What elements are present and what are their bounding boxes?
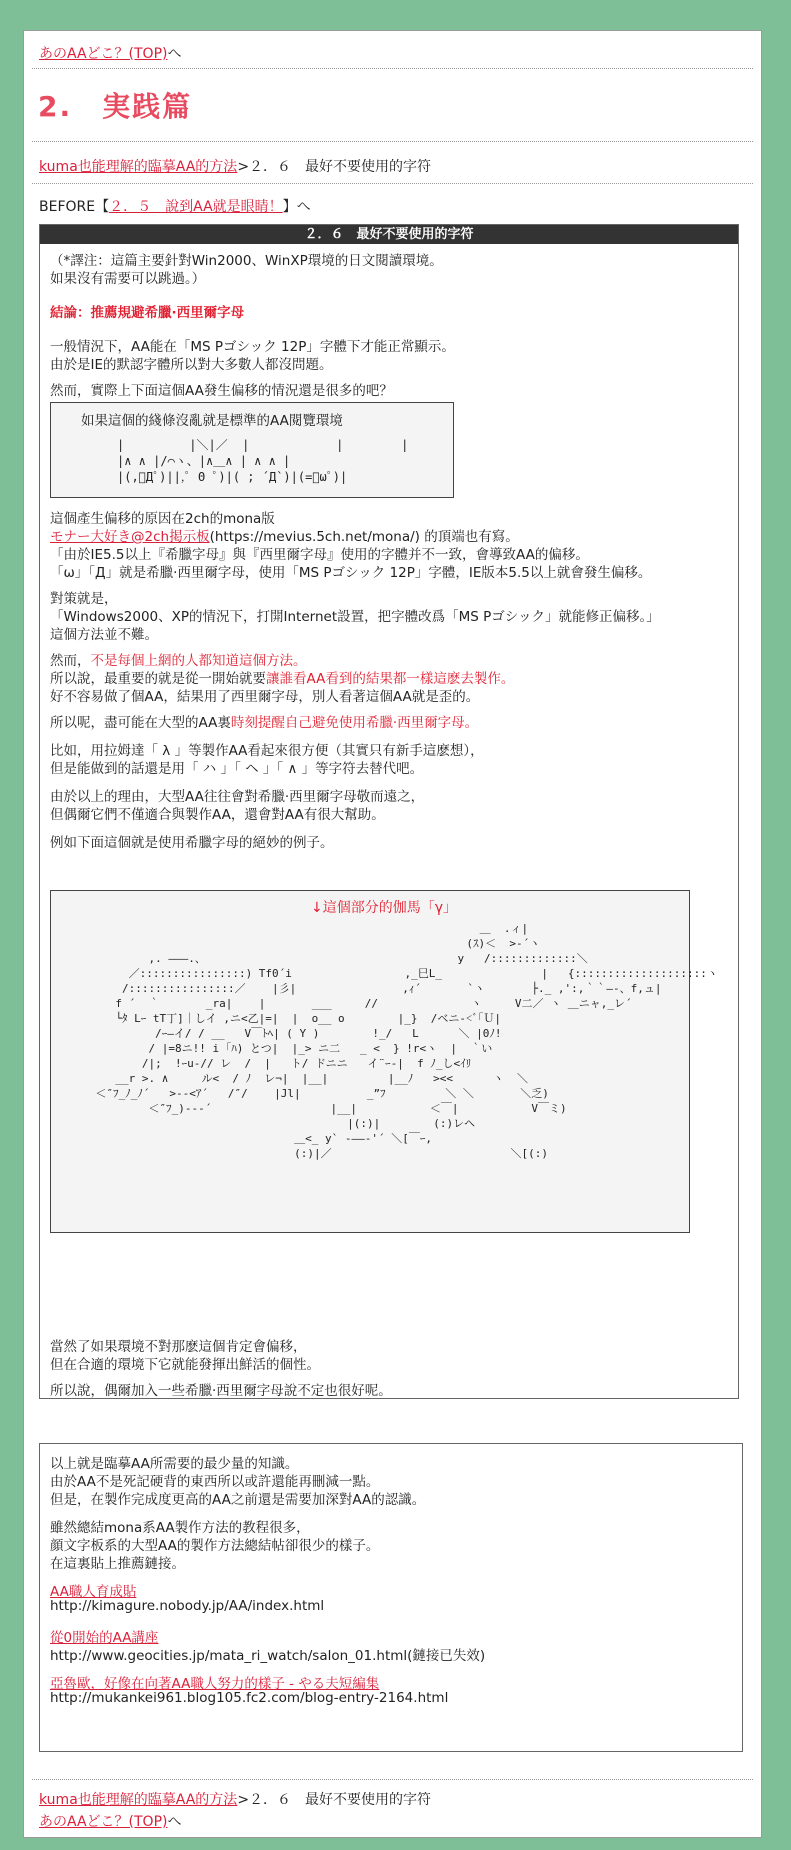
paragraph-line: 這個方法並不難。 bbox=[50, 627, 158, 643]
aa-example-box bbox=[50, 890, 718, 1233]
highlight-text: 時刻提醒自己避免使用希臘·西里爾字母。 bbox=[230, 715, 479, 731]
before-suffix: 】へ bbox=[282, 199, 311, 215]
aa-sample-box bbox=[50, 402, 454, 498]
bottom-nav bbox=[39, 1811, 181, 1831]
recommended-link-item bbox=[50, 1626, 158, 1646]
text-span: 所以呢，盡可能在大型的AA裏 bbox=[50, 715, 231, 731]
paragraph-line: 但在合適的環境下它就能發揮出鮮活的個性。 bbox=[50, 1357, 320, 1373]
recommended-link[interactable]: 從0開始的AA講座 bbox=[50, 1630, 159, 1646]
divider bbox=[32, 1779, 753, 1780]
divider bbox=[32, 141, 753, 142]
paragraph-line: 由於以上的理由，大型AA往往會對希臘·西里爾字母敬而遠之， bbox=[50, 789, 425, 805]
paragraph-line: 然而，實際上下面這個AA發生偏移的情況還是很多的吧？ bbox=[50, 383, 393, 399]
article-header: ２．６ 最好不要使用的字符 bbox=[40, 225, 738, 244]
section-title: 2. 実践篇 bbox=[38, 90, 193, 123]
divider bbox=[32, 183, 753, 184]
paragraph-line bbox=[50, 525, 519, 545]
summary-line: 由於AA不是死記硬背的東西所以或許還能再刪減一點。 bbox=[50, 1474, 380, 1490]
before-link[interactable]: ２．５ 說到AA就是眼睛！ bbox=[109, 199, 283, 215]
recommended-link-item bbox=[50, 1672, 379, 1692]
summary-line: 顔文字板系的大型AA的製作方法總結帖卻很少的樣子。 bbox=[50, 1538, 380, 1554]
note-line: 如果沒有需要可以跳過。） bbox=[50, 271, 206, 287]
breadcrumb-current: >２．６ 最好不要使用的字符 bbox=[237, 1792, 432, 1808]
home-link[interactable]: あのAAどこ？(TOP) bbox=[39, 46, 168, 62]
summary-line: 在這裏貼上推薦鏈接。 bbox=[50, 1556, 185, 1572]
paragraph-line: 所以說，偶爾加入一些希臘·西里爾字母說不定也很好呢。 bbox=[50, 1383, 392, 1399]
paragraph-line: 例如下面這個就是使用希臘字母的絕妙的例子。 bbox=[50, 835, 334, 851]
breadcrumb-parent-link[interactable]: kuma也能理解的臨摹AA的方法 bbox=[39, 159, 238, 175]
before-prefix: BEFORE【 bbox=[39, 199, 110, 215]
paragraph-line: 由於是IE的默認字體所以對大多數人都沒問題。 bbox=[50, 357, 333, 373]
aa-sample-art: | |＼|／ | | | |∧ ∧ |/⌒ヽ、|∧＿∧ | ∧ ∧ | |(,ﾟДﾟ)||,ﾟ Θ ﾟ)|( ; ´Д`)|(=ﾟωﾟ)| bbox=[117, 438, 409, 484]
breadcrumb bbox=[39, 156, 431, 176]
mona-board-suffix: (https://mevius.5ch.net/mona/) 的頂端也有寫。 bbox=[209, 529, 519, 545]
paragraph-line: 好不容易做了個AA，結果用了西里爾字母，別人看著這個AA就是歪的。 bbox=[50, 689, 480, 705]
home-link[interactable]: あのAAどこ？(TOP) bbox=[39, 1814, 168, 1830]
summary-line: 但是，在製作完成度更高的AA之前還是需要加深對AA的認識。 bbox=[50, 1492, 426, 1508]
breadcrumb-bottom bbox=[39, 1789, 431, 1809]
paragraph-line: 對策就是， bbox=[50, 591, 118, 607]
paragraph-line: 「ω」「Д」就是希臘·西里爾字母，使用「MS Pゴシック 12P」字體，IE版本5.5以上就會發生偏移。 bbox=[50, 565, 652, 581]
aa-example-art: ＿ .ィ| (ｽ)＜ >-´ヽ ,. ―――.、 y /:::::::::::::＼ ／::::::::::::::::) Tf0´i ,_巳L_ | {::::::::::::::::::::ヽ /::::::::::::::::／ |彡| ,ｨ´ `ヽ ├._ ,':,｀｀―-、f,ュ| f ´ ｀ _ra| | ___ // ヽ V二／ ヽ ＿ニャ,_レ´ └ﾀ Lｰ tT丁]｜しイ ,ニ<乙|=| | o__ o |_} /ベニ-<ﾞ｢Ｕ| /ｰ―イ/ / __ V￣ﾄﾍ| ( Y ) !_/ L ＼ |0ﾉ! / |=8ニ!! i ｢ﾊ) とつ| |_> ニ二 _ < } !r<ヽ | ｀い /|; !ｰu-// レ / | ト/ ドニニ イ¨ｰ-| f ﾉ_し<ｲﾘ __r >. ∧ ル< / ﾉ レ¬| |__| |__ﾉ ><< ヽ ＼ ＜″ﾌ_ﾉ_ﾉ´ >-‐<ｱ´ /″/ |Jl| _”ﾌ ＼ ＼ ＼乏) ＜″ﾌ_)--‐´ |__| ＜￣| V￣ミ) |(:)| (:)レヘ ＿<_ y` ‐――‐'´ ＼[￣ｰ, (:)|／ ＼[(:) bbox=[95, 922, 718, 1160]
summary-box bbox=[39, 1443, 743, 1752]
page-container bbox=[23, 30, 762, 1838]
paragraph-line bbox=[50, 649, 307, 669]
top-nav bbox=[39, 43, 181, 63]
note-line: （*譯注：這篇主要針對Win2000、WinXP環境的日文閱讀環境。 bbox=[50, 253, 443, 269]
conclusion-text: 結論：推薦規避希臘·西里爾字母 bbox=[50, 305, 245, 321]
recommended-link[interactable]: AA職人育成貼 bbox=[50, 1584, 137, 1600]
recommended-link-item bbox=[50, 1580, 136, 1600]
home-link-suffix: へ bbox=[167, 46, 182, 62]
paragraph-line: 比如，用拉姆達「 λ 」等製作AA看起來很方便（其實只有新手這麽想）， bbox=[50, 743, 484, 759]
summary-line: 雖然總結mona系AA製作方法的教程很多， bbox=[50, 1520, 310, 1536]
mona-board-link[interactable]: モナー大好き@2ch掲示板 bbox=[50, 529, 210, 545]
link-url: http://kimagure.nobody.jp/AA/index.html bbox=[50, 1598, 325, 1614]
home-link-suffix: へ bbox=[167, 1814, 182, 1830]
paragraph-line: 「由於IE5.5以上『希臘字母』與『西里爾字母』使用的字體并不一致，會導致AA的偏移。 bbox=[50, 547, 589, 563]
divider bbox=[32, 68, 753, 69]
aa-example-caption: ↓這個部分的伽馬「γ」 bbox=[311, 900, 458, 916]
paragraph-line: 但是能做到的話還是用「 ハ 」「 ヘ 」「 ∧ 」等字符去替代吧。 bbox=[50, 761, 424, 777]
paragraph-line: 一般情況下，AA能在「MS Pゴシック 12P」字體下才能正常顯示。 bbox=[50, 339, 455, 355]
highlight-text: 不是每個上網的人都知道這個方法。 bbox=[90, 653, 307, 669]
paragraph-line: 但偶爾它們不僅適合與製作AA，還會對AA有很大幫助。 bbox=[50, 807, 385, 823]
breadcrumb-current: >２．６ 最好不要使用的字符 bbox=[237, 159, 432, 175]
highlight-text: 讓誰看AA看到的結果都一樣這麽去製作。 bbox=[266, 671, 515, 687]
paragraph-line bbox=[50, 667, 514, 687]
article-box bbox=[39, 224, 739, 1399]
recommended-link[interactable]: 亞魯歐，好像在向著AA職人努力的樣子 - やる夫短編集 bbox=[50, 1676, 380, 1692]
breadcrumb-parent-link[interactable]: kuma也能理解的臨摹AA的方法 bbox=[39, 1792, 238, 1808]
paragraph-line: 這個產生偏移的原因在2ch的mona版 bbox=[50, 511, 275, 527]
paragraph-line: 當然了如果環境不對那麽這個肯定會偏移， bbox=[50, 1339, 307, 1355]
paragraph-line bbox=[50, 711, 478, 731]
link-url: http://mukankei961.blog105.fc2.com/blog-entry-2164.html bbox=[50, 1690, 449, 1706]
summary-line: 以上就是臨摹AA所需要的最少量的知識。 bbox=[50, 1456, 299, 1472]
before-nav bbox=[39, 196, 311, 216]
text-span: 所以說，最重要的就是從一開始就要 bbox=[50, 671, 266, 687]
link-url: http://www.geocities.jp/mata_ri_watch/salon_01.html(鏈接已失效) bbox=[50, 1648, 486, 1664]
paragraph-line: 「Windows2000、XP的情況下，打開Internet設置，把字體改爲「MS Pゴシック」就能修正偏移。」 bbox=[50, 609, 660, 625]
text-span: 然而， bbox=[50, 653, 91, 669]
aa-sample-caption: 如果這個的綫條沒亂就是標準的AA閱覽環境 bbox=[81, 413, 343, 429]
